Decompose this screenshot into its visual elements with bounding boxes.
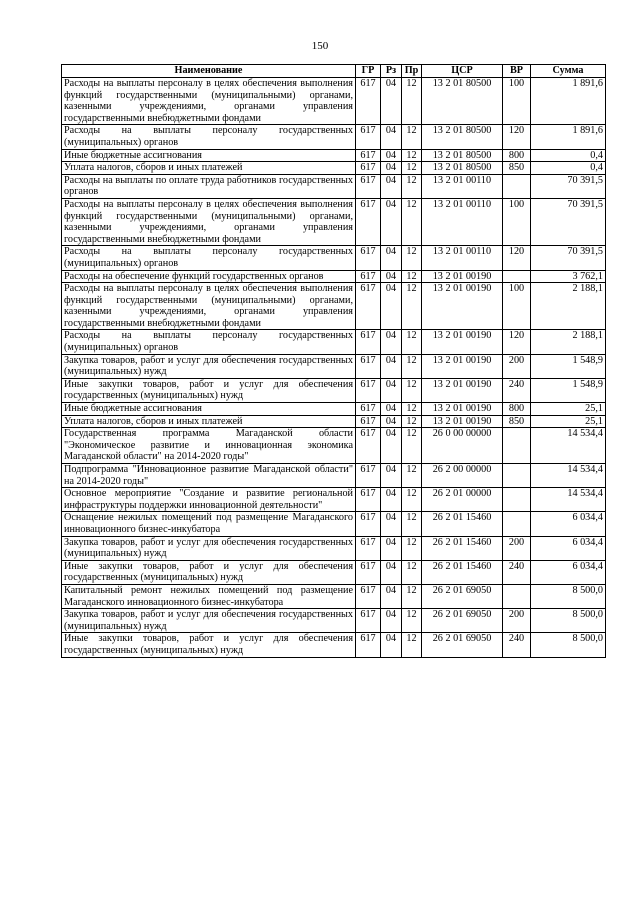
- cell-rz: 04: [381, 174, 402, 198]
- cell-rz: 04: [381, 536, 402, 560]
- cell-name: Основное мероприятие "Создание и развитие региональной инфраструктуры поддержки инновационной деятельности": [62, 488, 356, 512]
- cell-csr: 13 2 01 00110: [422, 174, 503, 198]
- cell-gr: 617: [356, 560, 381, 584]
- cell-rz: 04: [381, 415, 402, 428]
- cell-rz: 04: [381, 198, 402, 245]
- cell-rz: 04: [381, 512, 402, 536]
- cell-name: Иные бюджетные ассигнования: [62, 403, 356, 416]
- cell-rz: 04: [381, 125, 402, 149]
- cell-gr: 617: [356, 283, 381, 330]
- cell-gr: 617: [356, 464, 381, 488]
- table-row: [62, 174, 606, 198]
- cell-rz: 04: [381, 246, 402, 270]
- cell-rz: 04: [381, 283, 402, 330]
- cell-name: Оснащение нежилых помещений под размещение Магаданского инновационного бизнес-инкубатора: [62, 512, 356, 536]
- cell-pr: 12: [402, 162, 422, 175]
- table-header-row: [62, 65, 606, 78]
- cell-gr: 617: [356, 354, 381, 378]
- cell-sum: 14 534,4: [531, 488, 606, 512]
- cell-csr: 13 2 01 00190: [422, 403, 503, 416]
- table-row: [62, 464, 606, 488]
- table-row: [62, 633, 606, 657]
- cell-pr: 12: [402, 283, 422, 330]
- cell-vr: 850: [503, 162, 531, 175]
- cell-name: Иные бюджетные ассигнования: [62, 149, 356, 162]
- cell-sum: 14 534,4: [531, 428, 606, 464]
- cell-pr: 12: [402, 174, 422, 198]
- table-row: [62, 488, 606, 512]
- cell-gr: 617: [356, 270, 381, 283]
- cell-csr: 13 2 01 00190: [422, 283, 503, 330]
- header-csr: ЦСР: [422, 65, 503, 78]
- cell-name: Иные закупки товаров, работ и услуг для обеспечения государственных (муниципальных) нужд: [62, 633, 356, 657]
- cell-sum: 8 500,0: [531, 584, 606, 608]
- cell-rz: 04: [381, 464, 402, 488]
- cell-csr: 13 2 01 00190: [422, 270, 503, 283]
- cell-sum: 14 534,4: [531, 464, 606, 488]
- cell-sum: 8 500,0: [531, 609, 606, 633]
- cell-vr: 100: [503, 78, 531, 125]
- cell-sum: 6 034,4: [531, 536, 606, 560]
- cell-gr: 617: [356, 330, 381, 354]
- cell-pr: 12: [402, 354, 422, 378]
- table-row: [62, 536, 606, 560]
- cell-pr: 12: [402, 270, 422, 283]
- cell-pr: 12: [402, 125, 422, 149]
- table-row: [62, 584, 606, 608]
- cell-pr: 12: [402, 428, 422, 464]
- cell-pr: 12: [402, 403, 422, 416]
- cell-gr: 617: [356, 198, 381, 245]
- cell-gr: 617: [356, 584, 381, 608]
- cell-gr: 617: [356, 633, 381, 657]
- cell-csr: 26 2 01 69050: [422, 633, 503, 657]
- cell-sum: 70 391,5: [531, 174, 606, 198]
- cell-sum: 70 391,5: [531, 246, 606, 270]
- cell-csr: 26 2 00 00000: [422, 464, 503, 488]
- table-row: [62, 609, 606, 633]
- cell-rz: 04: [381, 270, 402, 283]
- cell-csr: 13 2 01 80500: [422, 125, 503, 149]
- cell-gr: 617: [356, 162, 381, 175]
- budget-table: [61, 64, 606, 658]
- cell-sum: 1 548,9: [531, 354, 606, 378]
- table-row: [62, 78, 606, 125]
- cell-csr: 26 2 01 69050: [422, 584, 503, 608]
- cell-name: Расходы на выплаты персоналу государственных (муниципальных) органов: [62, 125, 356, 149]
- cell-name: Капитальный ремонт нежилых помещений под размещение Магаданского инновационного бизнес-инкубатора: [62, 584, 356, 608]
- cell-pr: 12: [402, 149, 422, 162]
- cell-csr: 26 2 01 00000: [422, 488, 503, 512]
- table-row: [62, 415, 606, 428]
- cell-rz: 04: [381, 162, 402, 175]
- cell-sum: 2 188,1: [531, 283, 606, 330]
- table-row: [62, 125, 606, 149]
- cell-name: Расходы на выплаты персоналу государственных (муниципальных) органов: [62, 246, 356, 270]
- cell-vr: [503, 488, 531, 512]
- cell-vr: [503, 174, 531, 198]
- header-gr: ГР: [356, 65, 381, 78]
- cell-rz: 04: [381, 149, 402, 162]
- cell-sum: 6 034,4: [531, 560, 606, 584]
- cell-sum: 1 891,6: [531, 125, 606, 149]
- header-sum: Сумма: [531, 65, 606, 78]
- cell-name: Расходы на обеспечение функций государственных органов: [62, 270, 356, 283]
- cell-rz: 04: [381, 403, 402, 416]
- cell-pr: 12: [402, 512, 422, 536]
- cell-sum: 0,4: [531, 149, 606, 162]
- cell-rz: 04: [381, 584, 402, 608]
- cell-name: Государственная программа Магаданской области "Экономическое развитие и инновационная экономика Магаданской области" на 2014-2020 годы": [62, 428, 356, 464]
- cell-vr: 200: [503, 536, 531, 560]
- cell-name: Расходы на выплаты персоналу в целях обеспечения выполнения функций государственными (муниципальными) органами, казенными учреждениями, органами управления государственными внебюджетными фондами: [62, 283, 356, 330]
- cell-name: Закупка товаров, работ и услуг для обеспечения государственных (муниципальных) нужд: [62, 354, 356, 378]
- cell-sum: 8 500,0: [531, 633, 606, 657]
- cell-csr: 13 2 01 00190: [422, 415, 503, 428]
- cell-csr: 26 2 01 15460: [422, 536, 503, 560]
- cell-rz: 04: [381, 330, 402, 354]
- cell-sum: 25,1: [531, 415, 606, 428]
- table-row: [62, 354, 606, 378]
- cell-vr: [503, 270, 531, 283]
- cell-csr: 13 2 01 80500: [422, 162, 503, 175]
- cell-csr: 26 2 01 15460: [422, 512, 503, 536]
- cell-vr: 240: [503, 378, 531, 402]
- cell-sum: 70 391,5: [531, 198, 606, 245]
- cell-vr: [503, 584, 531, 608]
- table-row: [62, 149, 606, 162]
- cell-csr: 13 2 01 80500: [422, 149, 503, 162]
- cell-pr: 12: [402, 378, 422, 402]
- cell-name: Подпрограмма "Инновационное развитие Магаданской области" на 2014-2020 годы": [62, 464, 356, 488]
- cell-gr: 617: [356, 512, 381, 536]
- cell-name: Уплата налогов, сборов и иных платежей: [62, 415, 356, 428]
- cell-csr: 13 2 01 00110: [422, 198, 503, 245]
- cell-vr: 800: [503, 149, 531, 162]
- table-row: [62, 378, 606, 402]
- cell-rz: 04: [381, 633, 402, 657]
- cell-vr: 120: [503, 330, 531, 354]
- cell-vr: 120: [503, 125, 531, 149]
- cell-csr: 26 2 01 69050: [422, 609, 503, 633]
- cell-name: Уплата налогов, сборов и иных платежей: [62, 162, 356, 175]
- cell-sum: 1 891,6: [531, 78, 606, 125]
- cell-pr: 12: [402, 536, 422, 560]
- table-row: [62, 560, 606, 584]
- cell-pr: 12: [402, 488, 422, 512]
- cell-sum: 3 762,1: [531, 270, 606, 283]
- cell-vr: [503, 512, 531, 536]
- table-row: [62, 283, 606, 330]
- cell-gr: 617: [356, 609, 381, 633]
- header-vr: ВР: [503, 65, 531, 78]
- cell-gr: 617: [356, 174, 381, 198]
- table-row: [62, 512, 606, 536]
- cell-sum: 25,1: [531, 403, 606, 416]
- cell-gr: 617: [356, 125, 381, 149]
- cell-vr: 120: [503, 246, 531, 270]
- cell-sum: 0,4: [531, 162, 606, 175]
- cell-vr: [503, 428, 531, 464]
- cell-gr: 617: [356, 403, 381, 416]
- cell-csr: 13 2 01 00190: [422, 354, 503, 378]
- cell-pr: 12: [402, 330, 422, 354]
- cell-name: Иные закупки товаров, работ и услуг для обеспечения государственных (муниципальных) нужд: [62, 378, 356, 402]
- cell-pr: 12: [402, 464, 422, 488]
- cell-gr: 617: [356, 246, 381, 270]
- cell-vr: 200: [503, 609, 531, 633]
- cell-rz: 04: [381, 78, 402, 125]
- cell-pr: 12: [402, 78, 422, 125]
- cell-pr: 12: [402, 560, 422, 584]
- cell-csr: 13 2 01 00190: [422, 330, 503, 354]
- cell-gr: 617: [356, 149, 381, 162]
- cell-gr: 617: [356, 378, 381, 402]
- cell-name: Расходы на выплаты персоналу государственных (муниципальных) органов: [62, 330, 356, 354]
- cell-rz: 04: [381, 354, 402, 378]
- header-pr: Пр: [402, 65, 422, 78]
- cell-gr: 617: [356, 488, 381, 512]
- cell-pr: 12: [402, 584, 422, 608]
- cell-csr: 26 2 01 15460: [422, 560, 503, 584]
- cell-name: Иные закупки товаров, работ и услуг для обеспечения государственных (муниципальных) нужд: [62, 560, 356, 584]
- cell-vr: 100: [503, 283, 531, 330]
- cell-vr: 240: [503, 633, 531, 657]
- cell-vr: 100: [503, 198, 531, 245]
- table-row: [62, 162, 606, 175]
- cell-gr: 617: [356, 415, 381, 428]
- cell-sum: 2 188,1: [531, 330, 606, 354]
- table-row: [62, 198, 606, 245]
- cell-name: Закупка товаров, работ и услуг для обеспечения государственных (муниципальных) нужд: [62, 609, 356, 633]
- cell-rz: 04: [381, 428, 402, 464]
- table-row: [62, 270, 606, 283]
- cell-csr: 13 2 01 00190: [422, 378, 503, 402]
- cell-pr: 12: [402, 609, 422, 633]
- cell-name: Закупка товаров, работ и услуг для обеспечения государственных (муниципальных) нужд: [62, 536, 356, 560]
- cell-vr: 240: [503, 560, 531, 584]
- cell-vr: [503, 464, 531, 488]
- header-rz: Рз: [381, 65, 402, 78]
- cell-csr: 13 2 01 00110: [422, 246, 503, 270]
- cell-vr: 850: [503, 415, 531, 428]
- cell-gr: 617: [356, 428, 381, 464]
- cell-rz: 04: [381, 378, 402, 402]
- cell-sum: 1 548,9: [531, 378, 606, 402]
- cell-name: Расходы на выплаты персоналу в целях обеспечения выполнения функций государственными (муниципальными) органами, казенными учреждениями, органами управления государственными внебюджетными фондами: [62, 78, 356, 125]
- cell-csr: 26 0 00 00000: [422, 428, 503, 464]
- cell-gr: 617: [356, 78, 381, 125]
- cell-gr: 617: [356, 536, 381, 560]
- table-row: [62, 428, 606, 464]
- table-row: [62, 403, 606, 416]
- cell-pr: 12: [402, 415, 422, 428]
- cell-pr: 12: [402, 633, 422, 657]
- cell-rz: 04: [381, 488, 402, 512]
- cell-csr: 13 2 01 80500: [422, 78, 503, 125]
- table-row: [62, 246, 606, 270]
- cell-rz: 04: [381, 609, 402, 633]
- cell-name: Расходы на выплаты по оплате труда работников государственных органов: [62, 174, 356, 198]
- cell-rz: 04: [381, 560, 402, 584]
- cell-sum: 6 034,4: [531, 512, 606, 536]
- cell-name: Расходы на выплаты персоналу в целях обеспечения выполнения функций государственными (муниципальными) органами, казенными учреждениями, органами управления государственными внебюджетными фондами: [62, 198, 356, 245]
- cell-vr: 800: [503, 403, 531, 416]
- cell-pr: 12: [402, 198, 422, 245]
- cell-vr: 200: [503, 354, 531, 378]
- table-row: [62, 330, 606, 354]
- cell-pr: 12: [402, 246, 422, 270]
- header-name: Наименование: [62, 65, 356, 78]
- page-number: 150: [311, 40, 329, 52]
